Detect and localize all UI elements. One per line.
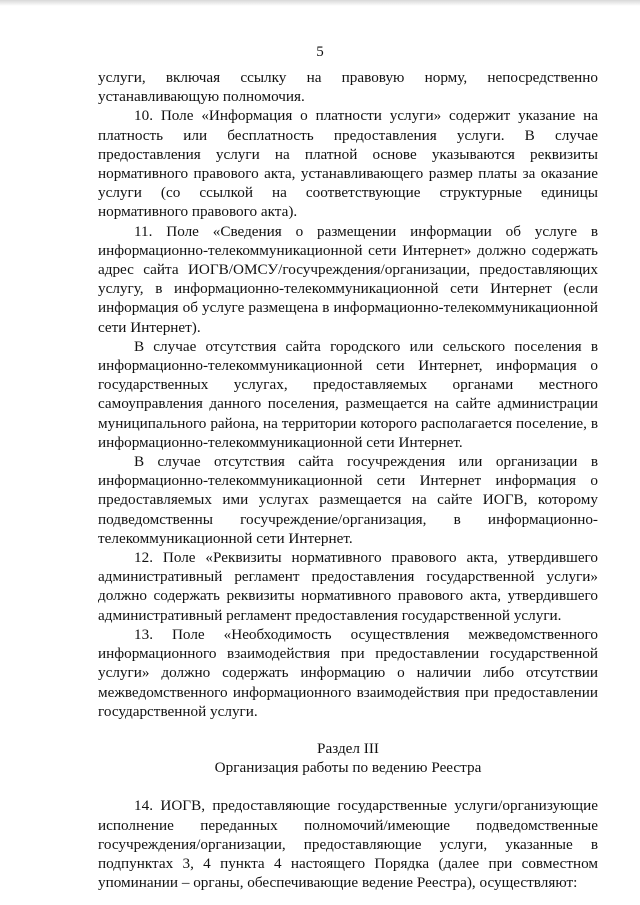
section-header [98,739,598,777]
paragraph: 13. Поле «Необходимость осуществления межведомственного информационного взаимодействия при предоставлении государственной услуги» должно содержать информацию о наличии либо отсутствии межведомственного информационного взаимодействия при предоставлении государственной услуги. [98,625,598,720]
section-title: Организация работы по ведению Реестра [214,759,482,777]
page-number: 5 [316,44,324,60]
paragraph: 12. Поле «Реквизиты нормативного правового акта, утвердившего административный регламент предоставления государственной услуги» должно содержать реквизиты нормативного правового акта, утвердившего административный регламент предоставления государственной услуги. [98,549,598,624]
paragraph: В случае отсутствия сайта городского или сельского поселения в информационно-телекоммуникационной сети Интернет, информация о государственных услугах, предоставляемых органами местного самоуправления данного поселения, размещается на сайте администрации муниципального района, на территории которого располагается поселение, в информационно-телекоммуникационной сети Интернет. [98,337,598,451]
paragraph-group-top [98,68,598,721]
scan-edge [0,0,640,6]
section-heading: Раздел III [317,739,379,757]
paragraph-group-bottom [98,796,598,892]
paragraph: услуги, включая ссылку на правовую норму, непосредственно устанавливающую полномочия. [98,69,598,106]
paragraph: В случае отсутствия сайта госучреждения или организации в информационно-телекоммуникационной сети Интернет информация о предоставляемых ими услугах размещается на сайте ИОГВ, которому подведомственны госучреждение/организация, в информационно-телекоммуникационной сети Интернет. [98,453,598,547]
document-body [98,68,598,892]
paragraph: 10. Поле «Информация о платности услуги» содержит указание на платность или бесплатность предоставления услуги. В случае предоставления услуги на платной основе указываются реквизиты нормативного правового акта, устанавливающего размер платы за оказание услуги (со ссылкой на соответствующие структурные единицы нормативного правового акта). [98,107,598,221]
paragraph: 11. Поле «Сведения о размещении информации об услуге в информационно-телекоммуникационной сети Интернет» должно содержать адрес сайта ИОГВ/ОМСУ/госучреждения/организации, предоставляющих услугу, в информационно-телекоммуникационной сети Интернет (если информация об услуге размещена в информационно-телекоммуникационной сети Интернет). [98,222,598,336]
paragraph: 14. ИОГВ, предоставляющие государственные услуги/организующие исполнение переданных полномочий/имеющие подведомственные госучреждения/организации, предоставляющие услуги, указанные в подпунктах 3, 4 пункта 4 настоящего Порядка (далее при совместном упоминании – органы, обеспечивающие ведение Реестра), осуществляют: [98,797,598,892]
